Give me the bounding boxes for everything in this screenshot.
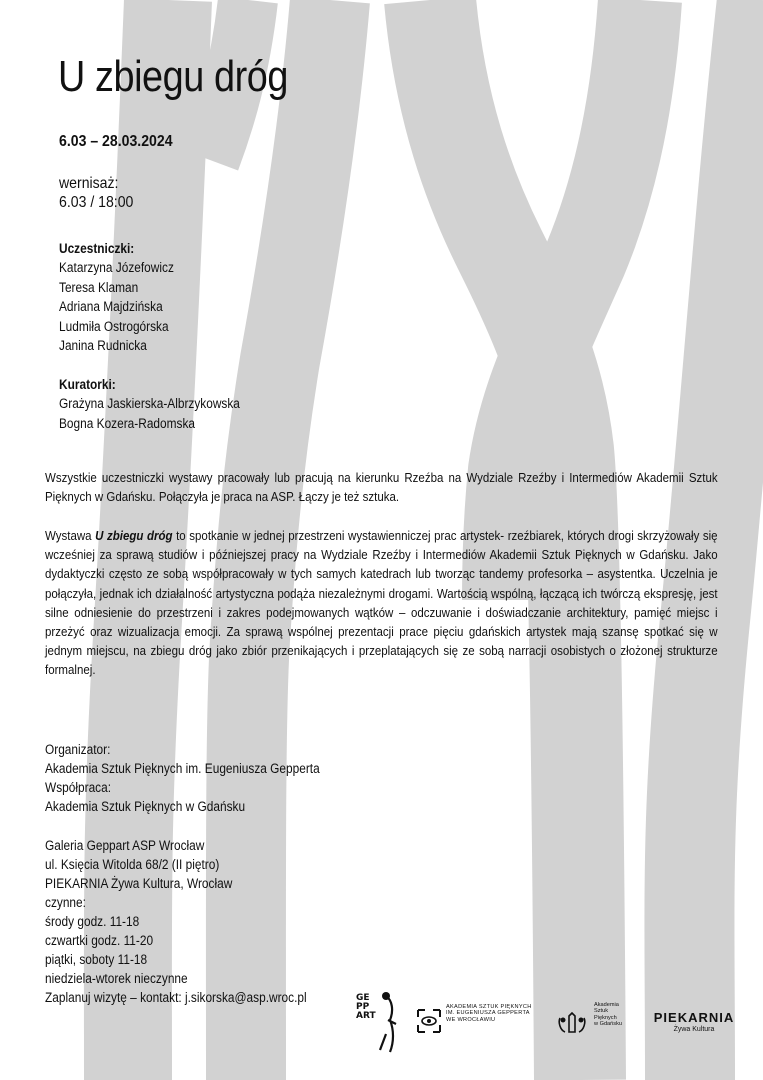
- asp-gdansk-logo: [556, 1000, 646, 1044]
- venue-line: piątki, soboty 11-18: [45, 952, 148, 967]
- curators-list: [59, 375, 240, 433]
- asp-wroclaw-line: AKADEMIA SZTUK PIĘKNYCH: [446, 1004, 532, 1010]
- curator-name: Bogna Kozera-Radomska: [59, 415, 196, 431]
- organizer-label: Organizator:: [45, 742, 111, 757]
- piekarnia-logo-subtitle: Żywa Kultura: [673, 1026, 715, 1033]
- asp-wroclaw-emblem-icon: [416, 1008, 442, 1034]
- venue-line: Galeria Geppart ASP Wrocław: [45, 838, 205, 853]
- venue-line: niedziela-wtorek nieczynne: [45, 971, 188, 986]
- description-body: to spotkanie w jednej przestrzeni wystawienniczej prac artystek- rzeźbiarek, których drogi skrzyżowały się wcześniej za sprawą studiów i późniejszej pracy na Wydziale Rzeźby i Intermediów Akademii Sztuk Pięknych w Gdańsku. Jako dydaktyczki często ze sobą współpracowały w tych samych katedrach lub tworząc tandemy profesorka – asystentka. Uczelnia je połączyła, jednak ich działalność artystyczna podąża niezależnymi drogami. Wartością wspólną, łączącą ich twórczą ekspresję, jest silne odniesienie do przestrzeni i zakres podejmowanych wątków – odczuwanie i doświadczanie architektury, pamięć miejsc i przeżyć oraz wizualizacja emocji. Za sprawą wspólnej prezentacji prace pięciu gdańskich artystek mają szansę spotkać się w jednym miejscu, na zbiegu dróg jako zbiór przenikających i przeplatających się ze sobą narracji osobistych o złożonej strukturze formalnej.: [45, 528, 718, 678]
- participants-list: [59, 239, 174, 355]
- description-paragraph: [45, 526, 718, 680]
- curators-heading: Kuratorki:: [59, 377, 116, 392]
- partner-label: Współpraca:: [45, 780, 112, 795]
- venue-contact-line: Zaplanuj wizytę – kontakt: j.sikorska@asp.wroc.pl: [45, 990, 307, 1005]
- asp-gdansk-text: [594, 1002, 622, 1028]
- organizer-name: Akademia Sztuk Pięknych im. Eugeniusza Gepperta: [45, 761, 320, 776]
- asp-gdansk-line: Akademia: [594, 1002, 619, 1008]
- venue-line: czynne:: [45, 895, 86, 910]
- asp-wroclaw-line: IM. EUGENIUSZA GEPPERTA: [446, 1010, 530, 1017]
- vernissage-value: 6.03 / 18:00: [59, 194, 134, 211]
- vernissage-info: [59, 174, 133, 212]
- geppart-logo: [350, 990, 402, 1056]
- geppart-logo-text: GE PP ART: [356, 993, 376, 1021]
- venue-line: PIEKARNIA Żywa Kultura, Wrocław: [45, 876, 233, 891]
- asp-gdansk-line: Pięknych: [594, 1014, 617, 1021]
- venue-line: środy godz. 11-18: [45, 914, 140, 929]
- description-title-emphasis: U zbiegu dróg: [95, 528, 173, 543]
- description-lead: Wystawa: [45, 528, 96, 543]
- asp-wroclaw-text: [446, 1004, 532, 1023]
- asp-wroclaw-logo: [416, 1000, 556, 1044]
- organizer-info: [45, 740, 320, 816]
- asp-gdansk-lions-icon: [556, 1012, 588, 1036]
- exhibition-title: U zbiegu dróg: [58, 52, 289, 101]
- venue-line: czwartki godz. 11-20: [45, 933, 154, 948]
- piekarnia-logo: [642, 1010, 746, 1044]
- participant-name: Teresa Klaman: [59, 279, 139, 295]
- participants-heading: Uczestniczki:: [59, 241, 135, 256]
- participant-name: Ludmiła Ostrogórska: [59, 318, 169, 334]
- asp-gdansk-line: w Gdańsku: [594, 1021, 622, 1028]
- piekarnia-logo-name: PIEKARNIA: [653, 1010, 735, 1025]
- vernissage-label: wernisaż:: [59, 175, 119, 192]
- asp-gdansk-line: Sztuk: [594, 1008, 608, 1015]
- curator-name: Grażyna Jaskierska-Albrzykowska: [59, 396, 240, 412]
- participant-name: Adriana Majdzińska: [59, 299, 163, 315]
- participant-name: Janina Rudnicka: [59, 338, 147, 354]
- partner-name: Akademia Sztuk Pięknych w Gdańsku: [45, 799, 246, 814]
- asp-wroclaw-line: WE WROCŁAWIU: [446, 1016, 496, 1023]
- venue-info: [45, 836, 307, 1007]
- venue-line: ul. Księcia Witolda 68/2 (II piętro): [45, 857, 220, 872]
- logo-strip: [350, 990, 750, 1060]
- intro-paragraph: Wszystkie uczestniczki wystawy pracowały lub pracują na kierunku Rzeźba na Wydziale Rzeźby i Intermediów Akademii Sztuk Pięknych w Gdańsku. Połączyła je praca na ASP. Łączy je też sztuka.: [45, 470, 718, 505]
- participant-name: Katarzyna Józefowicz: [59, 260, 174, 276]
- exhibition-dates: 6.03 – 28.03.2024: [59, 133, 173, 150]
